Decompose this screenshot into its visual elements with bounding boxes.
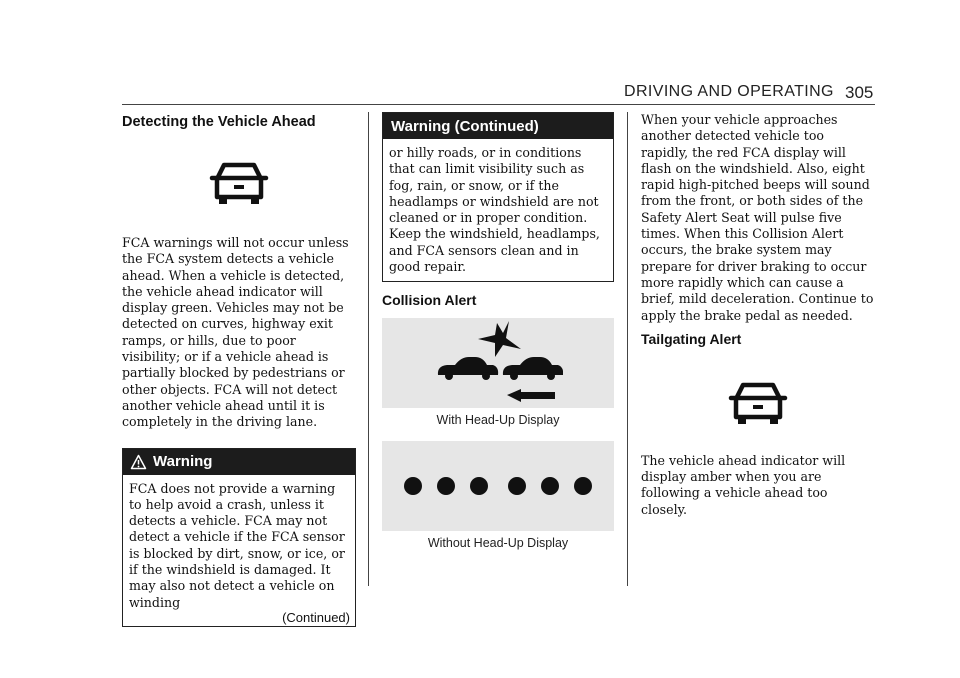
vehicle-ahead-icon — [122, 159, 356, 205]
heading-tailgating-alert: Tailgating Alert — [641, 330, 742, 347]
warning-box — [122, 448, 356, 627]
heading-detecting-vehicle: Detecting the Vehicle Ahead — [122, 114, 316, 130]
header-rule — [122, 104, 875, 105]
warning-continued-header — [383, 113, 613, 139]
page-number: 305 — [845, 83, 874, 102]
paragraph-tailgating: The vehicle ahead indicator will display amber when you are following a vehicle ahead too closely. — [641, 452, 846, 517]
paragraph-collision-alert: When your vehicle approaches another detected vehicle too rapidly, the red FCA display will flash on the windshield. Also, eight rapid high-pitched beeps will sound from the front, or both sides of the Safety Alert Seat will pulse five times. When this Collision Alert occurs, the brake system may prepare for driver braking to occur more rapidly which can cause a brief, mild deceleration. Continue to apply the brake pedal as needed. — [641, 112, 874, 323]
column-divider — [368, 112, 369, 586]
warning-triangle-icon — [130, 454, 147, 470]
collision-alert-figure — [382, 318, 614, 408]
column-1 — [122, 112, 356, 627]
heading-collision-alert: Collision Alert — [382, 292, 477, 309]
warning-continued-text: or hilly roads, or in conditions that can limit visibility such as fog, rain, or snow, or if the headlamps or windshield are not cleaned or in proper condition. Keep the windshield, headlamps, and FCA sensors clean and in good repair. — [389, 145, 600, 275]
flash-dots-figure — [382, 441, 614, 531]
column-2 — [382, 112, 614, 550]
warning-text: FCA does not provide a warning to help avoid a crash, unless it detects a vehicle. FCA may not detect a vehicle if the FCA sensor is blocked by dirt, snow, or ice, or if the windshield is damaged. It may also not detect a vehicle on winding — [129, 480, 345, 610]
vehicle-ahead-icon — [641, 379, 875, 425]
warning-header — [123, 449, 355, 475]
column-3 — [641, 112, 875, 518]
warning-title: Warning — [153, 453, 213, 471]
warning-continued-title: Warning (Continued) — [391, 117, 539, 135]
collision-alert-icon — [433, 319, 563, 407]
red-flash-dots-icon — [403, 474, 593, 498]
continued-label: (Continued) — [282, 609, 350, 625]
section-title: DRIVING AND OPERATING — [624, 83, 834, 100]
paragraph-fca-detection: FCA warnings will not occur unless the FCA system detects a vehicle ahead. When a vehicle is detected, the vehicle ahead indicator will display green. Vehicles may not be detected on curves, highway exit ramps, or hills, due to poor visibility; or if a vehicle ahead is partially blocked by pedestrians or other objects. FCA will not detect another vehicle ahead until it is completely in the driving lane. — [122, 235, 349, 430]
caption-with-hud: With Head-Up Display — [436, 413, 560, 428]
warning-continued-box — [382, 112, 614, 282]
caption-without-hud: Without Head-Up Display — [427, 536, 569, 551]
column-divider — [627, 112, 628, 586]
